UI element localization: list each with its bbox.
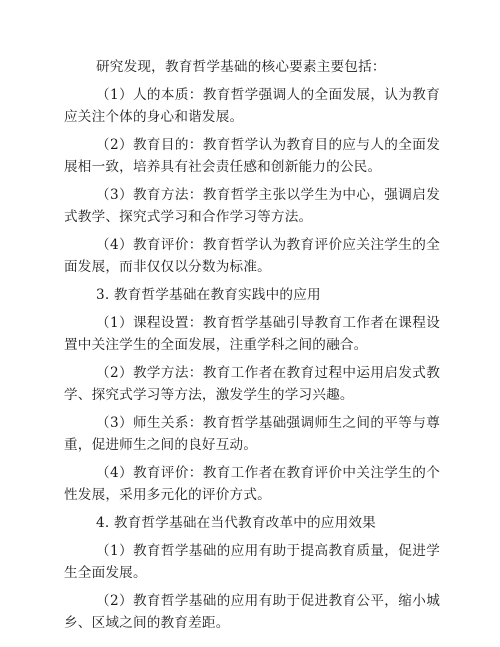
paragraph-teaching-method: （2）教学方法：教育工作者在教育过程中运用启发式教学、探究式学习等方法，激发学生的学习兴趣。 bbox=[64, 365, 440, 403]
paragraph-human-nature: （1）人的本质：教育哲学强调人的全面发展，认为教育应关注个体的身心和谐发展。 bbox=[64, 87, 440, 125]
paragraph-practice-evaluation: （4）教育评价：教育工作者在教育评价中关注学生的个性发展，采用多元化的评价方式。 bbox=[64, 465, 440, 503]
intro-paragraph: 研究发现，教育哲学基础的核心要素主要包括： bbox=[96, 59, 386, 75]
section-heading-reform: 4. 教育哲学基础在当代教育改革中的应用效果 bbox=[96, 515, 376, 531]
document-page bbox=[64, 56, 440, 634]
section-heading-practice: 3. 教育哲学基础在教育实践中的应用 bbox=[96, 287, 321, 303]
paragraph-teacher-student: （3）师生关系：教育哲学基础强调师生之间的平等与尊重，促进师生之间的良好互动。 bbox=[64, 415, 440, 453]
paragraph-reform-quality: （1）教育哲学基础的应用有助于提高教育质量，促进学生全面发展。 bbox=[64, 543, 440, 581]
paragraph-education-evaluation: （4）教育评价：教育哲学认为教育评价应关注学生的全面发展，而非仅仅以分数为标准。 bbox=[64, 237, 440, 275]
paragraph-education-method: （3）教育方法：教育哲学主张以学生为中心，强调启发式教学、探究式学习和合作学习等方法。 bbox=[64, 187, 440, 225]
paragraph-reform-equity: （2）教育哲学基础的应用有助于促进教育公平，缩小城乡、区域之间的教育差距。 bbox=[64, 593, 440, 631]
paragraph-education-purpose: （2）教育目的：教育哲学认为教育目的应与人的全面发展相一致，培养具有社会责任感和创新能力的公民。 bbox=[64, 137, 440, 175]
paragraph-curriculum: （1）课程设置：教育哲学基础引导教育工作者在课程设置中关注学生的全面发展，注重学科之间的融合。 bbox=[64, 315, 440, 353]
